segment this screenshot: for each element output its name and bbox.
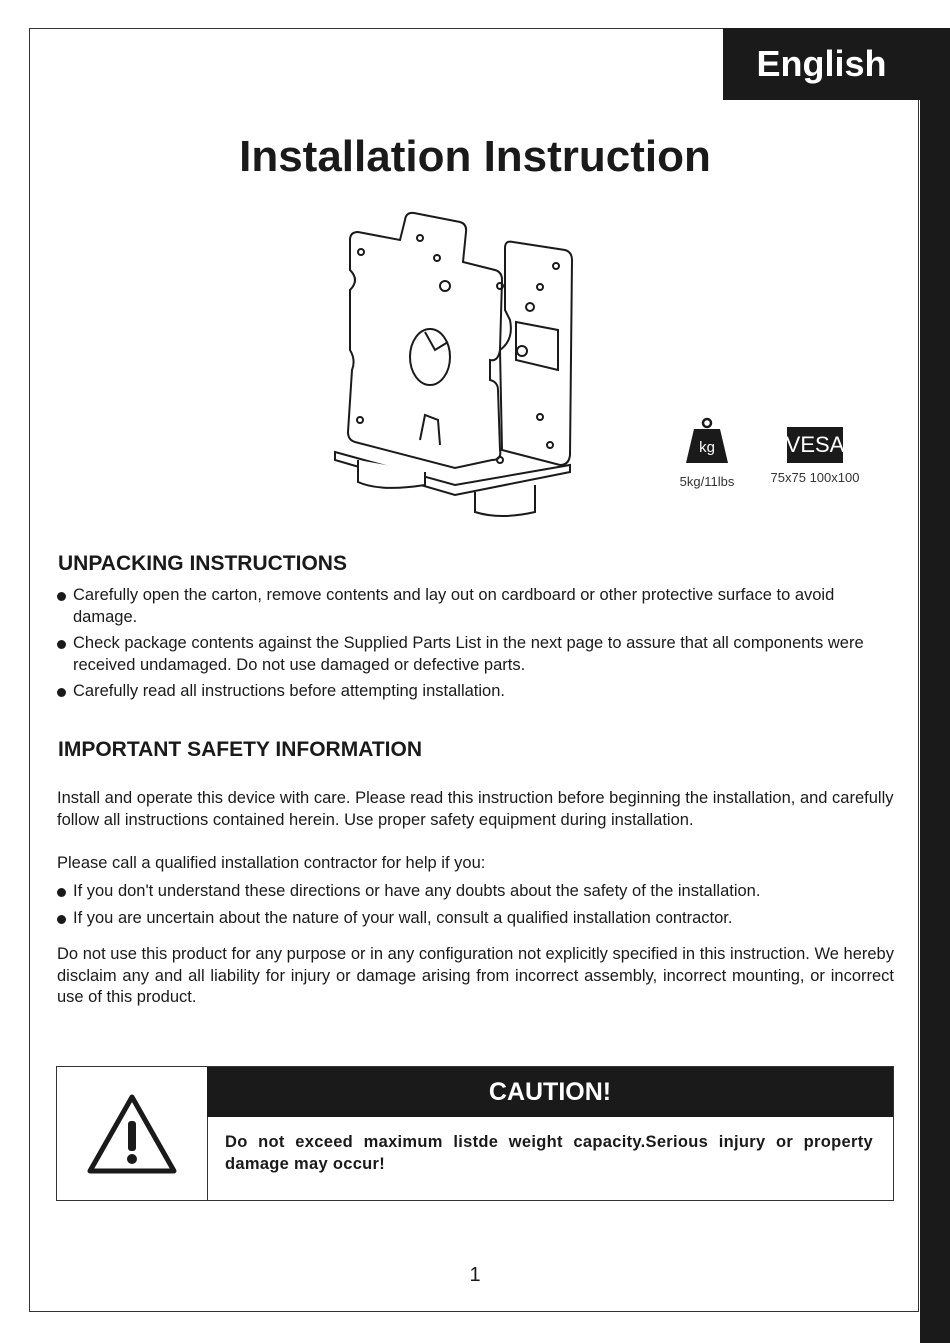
contractor-list [56,881,896,934]
list-item: Check package contents against the Supplied Parts List in the next page to assure that all components were received undamaged. Do not use damaged or defective parts. [56,633,896,676]
call-contractor-line: Please call a qualified installation contractor for help if you: [57,854,486,872]
weight-icon [682,417,732,465]
unpacking-list [56,585,896,708]
language-tab: English [723,28,920,100]
corner-block [920,1312,950,1343]
safety-intro: Install and operate this device with care. Please read this instruction before beginning the installation, and carefully follow all instructions contained herein. Use proper safety equipment during installation. [57,789,894,829]
list-item: If you don't understand these directions or have any doubts about the safety of the installation. [56,881,896,903]
weight-caption: 5kg/11lbs [679,474,735,489]
unpacking-heading: UNPACKING INSTRUCTIONS [58,552,347,575]
vesa-caption: 75x75 100x100 [770,470,860,485]
list-item: Carefully open the carton, remove contents and lay out on cardboard or other protective surface to avoid damage. [56,585,896,628]
bracket-illustration [330,210,580,520]
caution-heading: CAUTION! [207,1067,893,1117]
safety-heading: IMPORTANT SAFETY INFORMATION [58,738,422,761]
weight-badge [672,417,742,489]
caution-icon-cell [57,1067,208,1200]
caution-box [56,1066,894,1201]
list-item: Carefully read all instructions before attempting installation. [56,681,896,703]
side-bar [920,28,950,1343]
disclaimer: Do not use this product for any purpose or in any configuration not explicitly specified in this instruction. We hereby disclaim any and all liability for injury or damage arising from incorrect assembly, incorrect mounting, or incorrect use of this product. [57,945,894,1006]
svg-text:kg: kg [699,439,715,456]
vesa-icon: VESA [787,427,843,463]
warning-icon [84,1091,180,1177]
page-title: Installation Instruction [239,132,711,181]
page-number: 1 [469,1264,481,1286]
list-item: If you are uncertain about the nature of your wall, consult a qualified installation contractor. [56,908,896,930]
caution-text: Do not exceed maximum listde weight capacity.Serious injury or property damage may occur! [225,1133,873,1173]
vesa-badge [765,427,865,485]
